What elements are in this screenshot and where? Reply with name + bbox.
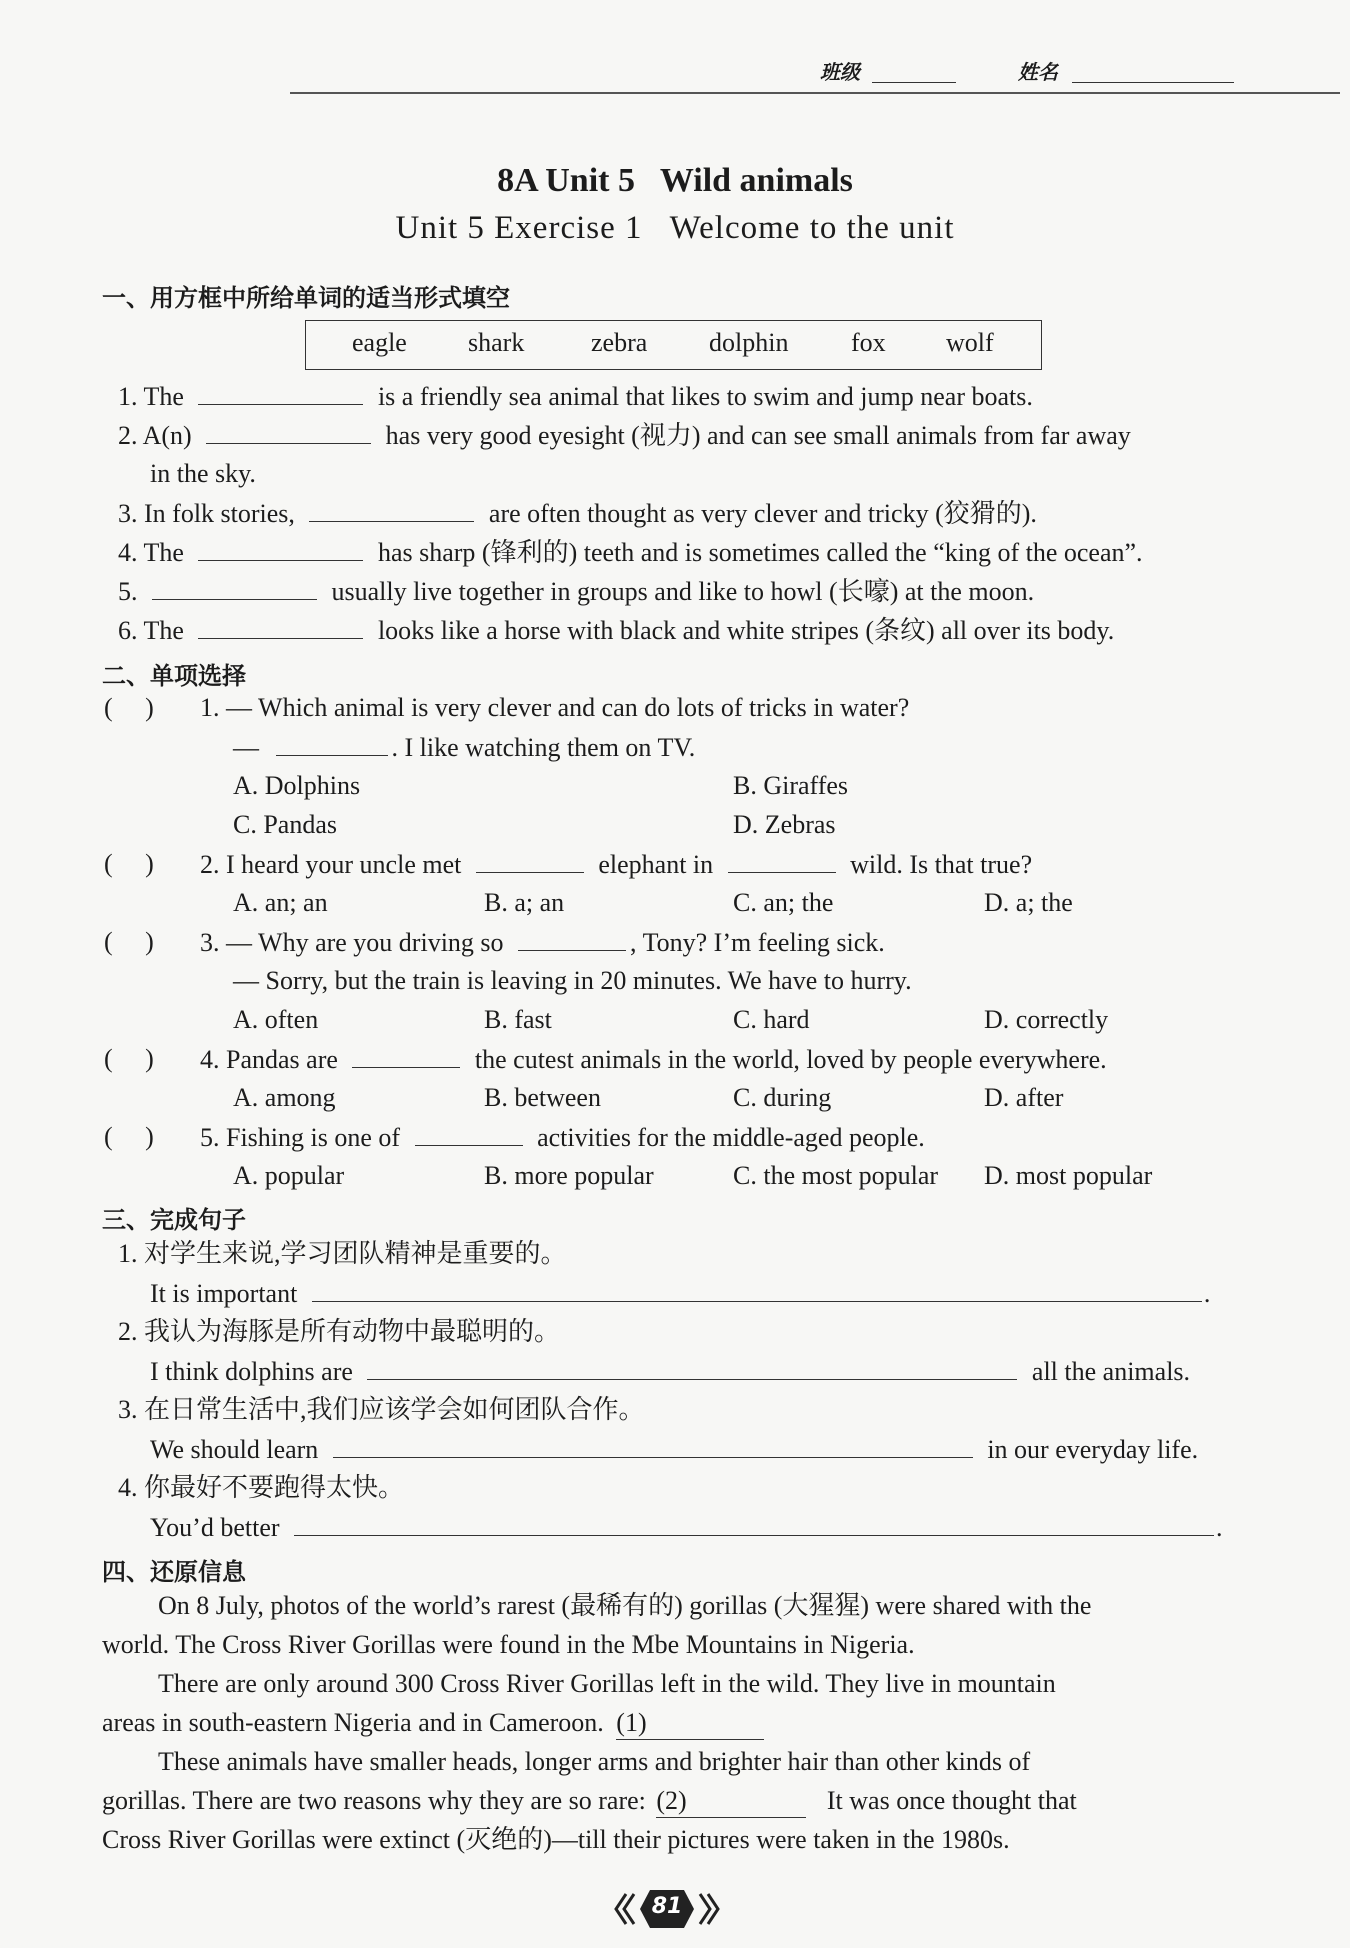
s1-item-1: 1. The is a friendly sea animal that likes to swim and jump near boats. [118,382,1033,411]
s3-item-4-en: You’d better . [150,1513,1223,1542]
q1-option-c[interactable]: C. Pandas [233,810,337,839]
q2-option-d[interactable]: D. a; the [984,888,1073,917]
answer-blank[interactable] [312,1277,1202,1302]
answer-bracket[interactable]: ( ) [104,927,154,956]
q3-option-a[interactable]: A. often [233,1005,319,1034]
word-box [305,320,1042,370]
info-blank-1[interactable]: (1) [616,1707,764,1740]
s3-item-2-cn: 2. 我认为海豚是所有动物中最聪明的。 [118,1317,561,1346]
answer-blank[interactable] [352,1043,460,1068]
answer-blank[interactable] [276,731,388,756]
answer-blank[interactable] [476,848,584,873]
q4-option-b[interactable]: B. between [484,1083,601,1112]
name-label: 姓名 [1018,60,1058,84]
answer-blank[interactable] [294,1511,1214,1536]
s4-p3-line3: Cross River Gorillas were extinct (灭绝的)—till their pictures were taken in the 1980s. [102,1825,1010,1854]
class-blank[interactable] [872,82,956,83]
word-eagle: eagle [352,328,407,357]
answer-blank[interactable] [198,380,363,405]
section4-heading: 四、还原信息 [102,1558,246,1586]
page-number-badge [612,1886,722,1932]
s3-item-1-cn: 1. 对学生来说,学习团队精神是重要的。 [118,1239,567,1268]
q3-option-c[interactable]: C. hard [733,1005,810,1034]
class-label: 班级 [820,60,860,84]
s4-p2-line2: areas in south-eastern Nigeria and in Cameroon. (1) [102,1707,764,1740]
answer-bracket[interactable]: ( ) [104,849,154,878]
q2-option-a[interactable]: A. an; an [233,888,328,917]
q4-option-a[interactable]: A. among [233,1083,336,1112]
s1-item-5: 5. usually live together in groups and like to howl (长嚎) at the moon. [118,577,1035,606]
q5-option-d[interactable]: D. most popular [984,1161,1153,1190]
q1-line1: 1. — Which animal is very clever and can do lots of tricks in water? [200,693,910,722]
s1-item-6: 6. The looks like a horse with black and white stripes (条纹) all over its body. [118,616,1115,645]
q5-option-b[interactable]: B. more popular [484,1161,654,1190]
s3-item-1-en: It is important . [150,1279,1211,1308]
s3-item-3-en: We should learn in our everyday life. [150,1435,1199,1464]
q2-option-c[interactable]: C. an; the [733,888,834,917]
answer-blank[interactable] [198,536,363,561]
header-rule [290,92,1340,94]
q3-option-d[interactable]: D. correctly [984,1005,1109,1034]
answer-blank[interactable] [415,1121,523,1146]
word-fox: fox [851,328,886,357]
answer-blank[interactable] [198,614,363,639]
section1-heading: 一、用方框中所给单词的适当形式填空 [102,284,510,312]
q5-option-c[interactable]: C. the most popular [733,1161,939,1190]
word-zebra: zebra [591,328,648,357]
s4-p1-line1: On 8 July, photos of the world’s rarest (最稀有的) gorillas (大猩猩) were shared with the [158,1591,1092,1620]
answer-blank[interactable] [333,1433,973,1458]
section2-heading: 二、单项选择 [102,662,246,690]
s3-item-3-cn: 3. 在日常生活中,我们应该学会如何团队合作。 [118,1395,645,1424]
q3-line2: — Sorry, but the train is leaving in 20 minutes. We have to hurry. [233,966,912,995]
q2-option-b[interactable]: B. a; an [484,888,565,917]
name-blank[interactable] [1072,82,1234,83]
s4-p2-line1: There are only around 300 Cross River Gorillas left in the wild. They live in mountain [158,1669,1056,1698]
page-title: 8A Unit 5 Wild animals [497,162,853,199]
section3-heading: 三、完成句子 [102,1206,246,1234]
answer-blank[interactable] [309,497,474,522]
answer-bracket[interactable]: ( ) [104,1122,154,1151]
answer-blank[interactable] [728,848,836,873]
answer-bracket[interactable]: ( ) [104,693,154,722]
s1-item-4: 4. The has sharp (锋利的) teeth and is sometimes called the “king of the ocean”. [118,538,1143,567]
q4-option-d[interactable]: D. after [984,1083,1064,1112]
q3-option-b[interactable]: B. fast [484,1005,552,1034]
answer-bracket[interactable]: ( ) [104,1044,154,1073]
s4-p3-line1: These animals have smaller heads, longer arms and brighter hair than other kinds of [158,1747,1031,1776]
q1-option-a[interactable]: A. Dolphins [233,771,361,800]
q4-option-c[interactable]: C. during [733,1083,832,1112]
word-dolphin: dolphin [709,328,789,357]
q5-option-a[interactable]: A. popular [233,1161,345,1190]
q3-line1: 3. — Why are you driving so , Tony? I’m feeling sick. [200,928,885,957]
answer-blank[interactable] [152,575,317,600]
answer-blank[interactable] [367,1355,1017,1380]
s4-p1-line2: world. The Cross River Gorillas were found in the Mbe Mountains in Nigeria. [102,1630,915,1659]
q1-line2: — . I like watching them on TV. [233,733,696,762]
q1-option-d[interactable]: D. Zebras [733,810,836,839]
word-wolf: wolf [946,328,994,357]
word-shark: shark [468,328,525,357]
s3-item-4-cn: 4. 你最好不要跑得太快。 [118,1473,405,1502]
q5-line1: 5. Fishing is one of activities for the middle-aged people. [200,1123,925,1152]
q4-line1: 4. Pandas are the cutest animals in the world, loved by people everywhere. [200,1045,1107,1074]
q1-option-b[interactable]: B. Giraffes [733,771,849,800]
info-blank-2[interactable]: (2) [656,1785,806,1818]
q2-line1: 2. I heard your uncle met elephant in wild. Is that true? [200,850,1033,879]
page-number: 81 [651,1894,683,1919]
answer-blank[interactable] [206,419,371,444]
s1-item-2: 2. A(n) has very good eyesight (视力) and can see small animals from far away [118,421,1131,450]
s1-item-2-cont: in the sky. [150,459,256,488]
s3-item-2-en: I think dolphins are all the animals. [150,1357,1191,1386]
page-subtitle: Unit 5 Exercise 1 Welcome to the unit [395,210,955,246]
s1-item-3: 3. In folk stories, are often thought as very clever and tricky (狡猾的). [118,499,1037,528]
answer-blank[interactable] [518,926,626,951]
s4-p3-line2: gorillas. There are two reasons why they are so rare: (2) It was once thought that [102,1785,1077,1818]
